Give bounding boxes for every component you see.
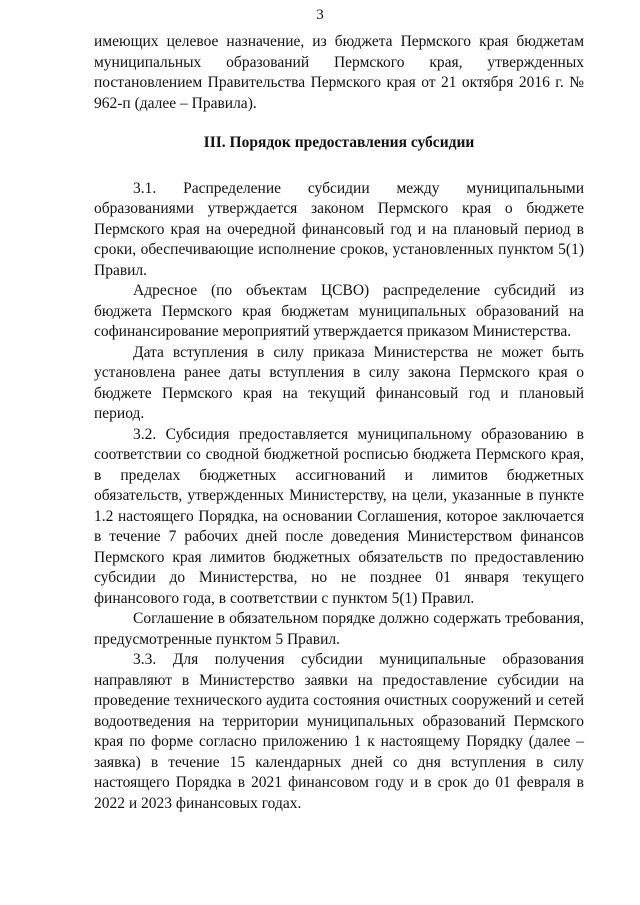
paragraph-address-distribution: Адресное (по объектам ЦСВО) распределение субсидий из бюджета Пермского края бюджетам муниципальных образований на софинансирование мероприятий утверждается приказом Министерства. <box>94 282 584 340</box>
document-body <box>94 32 584 814</box>
page-number: 3 <box>316 7 324 23</box>
paragraph-agreement-requirements: Соглашение в обязательном порядке должно содержать требования, предусмотренные пунктом 5 Правил. <box>94 610 584 648</box>
paragraph-3-3: 3.3. Для получения субсидии муниципальные образования направляют в Министерство заявки на предоставление субсидии на проведение технического аудита состояния очистных сооружений и сетей водоотведения на территории муниципальных образований Пермского края по форме согласно приложению 1 к настоящему Порядку (далее – заявка) в течение 15 календарных дней со дня вступления в силу настоящего Порядка в 2021 финансовом году и в срок до 01 февраля в 2022 и 2023 финансовых годах. <box>94 651 584 812</box>
paragraph-order-effective-date: Дата вступления в силу приказа Министерства не может быть установлена ранее даты вступления в силу закона Пермского края о бюджете Пермского края на текущий финансовый год и плановый период. <box>94 343 584 422</box>
intro-paragraph: имеющих целевое назначение, из бюджета Пермского края бюджетам муниципальных образований Пермского края, утвержденных постановлением Правительства Пермского края от 21 октября 2016 г. № 962-п (далее – Правила). <box>94 33 584 112</box>
paragraph-3-1: 3.1. Распределение субсидии между муниципальными образованиями утверждается законом Пермского края о бюджете Пермского края на очередной финансовый год и на плановый период в сроки, обеспечивающие исполнение сроков, установленных пунктом 5(1) Правил. <box>94 179 584 279</box>
section-heading: III. Порядок предоставления субсидии <box>203 134 475 151</box>
paragraph-3-2: 3.2. Субсидия предоставляется муниципальному образованию в соответствии со сводной бюджетной росписью бюджета Пермского края, в пределах бюджетных ассигнований и лимитов бюджетных обязательств, утвержденных Министерству, на цели, указанные в пункте 1.2 настоящего Порядка, на основании Соглашения, которое заключается в течение 7 рабочих дней после доведения Министерством финансов Пермского края лимитов бюджетных обязательств по предоставлению субсидии до Министерства, но не позднее 01 января текущего финансового года, в соответствии с пунктом 5(1) Правил. <box>94 425 584 607</box>
